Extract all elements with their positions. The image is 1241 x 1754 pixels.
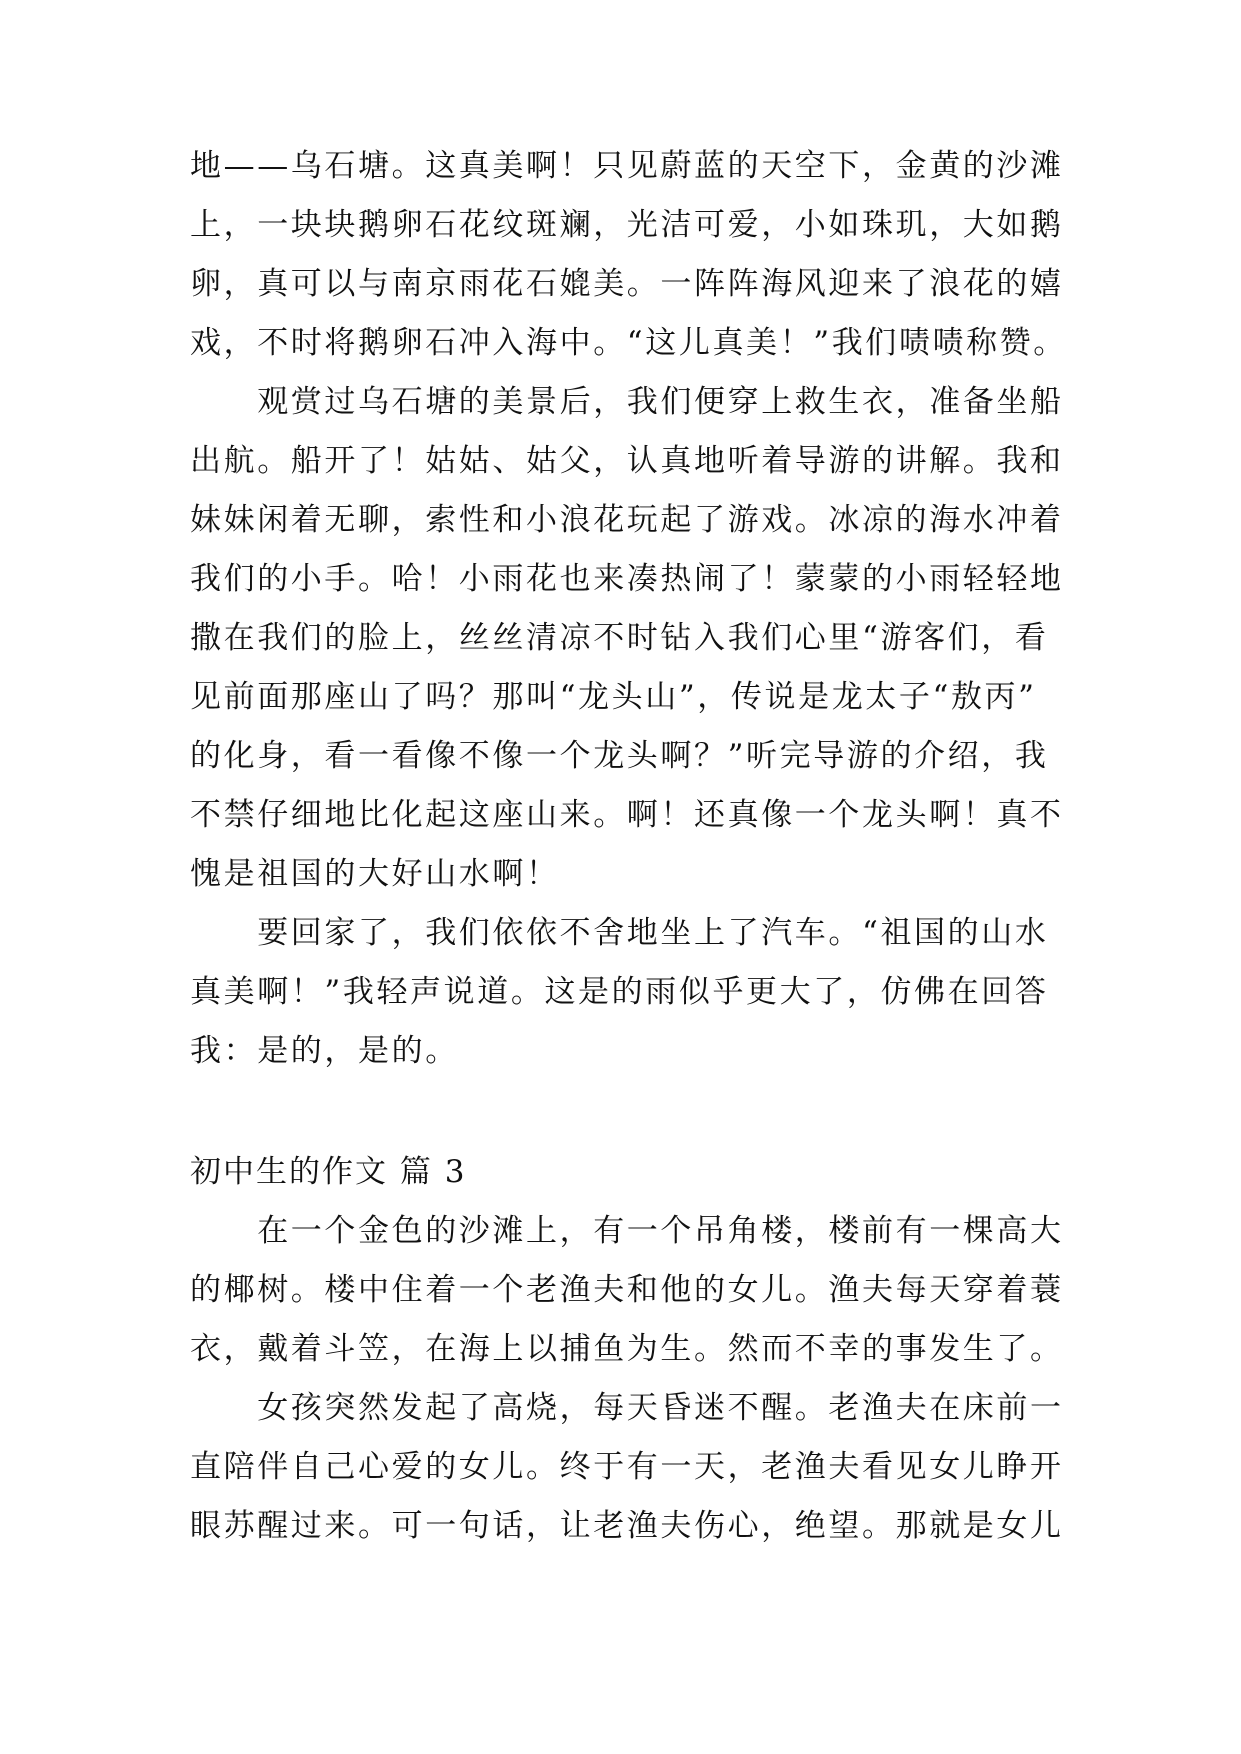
text-line: 地——乌石塘。这真美啊！只见蔚蓝的天空下，金黄的沙滩: [190, 148, 1064, 184]
text-line: 妹妹闲着无聊，索性和小浪花玩起了游戏。冰凉的海水冲着: [190, 502, 1064, 538]
text-line: 眼苏醒过来。可一句话，让老渔夫伤心，绝望。那就是女儿: [190, 1508, 1064, 1544]
text-line: 直陪伴自己心爱的女儿。终于有一天，老渔夫看见女儿睁开: [190, 1449, 1064, 1485]
section-heading: 初中生的作文 篇 3: [190, 1154, 467, 1190]
text-line: 撒在我们的脸上，丝丝清凉不时钻入我们心里“游客们，看: [190, 620, 1049, 656]
paragraph-fisherman: [190, 1202, 1090, 1379]
text-line: 真美啊！”我轻声说道。这是的雨似乎更大了，仿佛在回答: [190, 974, 1049, 1010]
paragraph-wushitang: [190, 137, 1090, 373]
text-line: 要回家了，我们依依不舍地坐上了汽车。“祖国的山水: [190, 915, 1049, 951]
text-line: 观赏过乌石塘的美景后，我们便穿上救生衣，准备坐船: [190, 384, 1064, 420]
text-line: 女孩突然发起了高烧，每天昏迷不醒。老渔夫在床前一: [190, 1390, 1064, 1426]
text-line: 出航。船开了！姑姑、姑父，认真地听着导游的讲解。我和: [190, 443, 1064, 479]
text-line: 卵，真可以与南京雨花石媲美。一阵阵海风迎来了浪花的嬉: [190, 266, 1064, 302]
text-line: 见前面那座山了吗？那叫“龙头山”，传说是龙太子“敖丙”: [190, 679, 1037, 715]
text-line: 愧是祖国的大好山水啊！: [190, 856, 560, 892]
text-line: 戏，不时将鹅卵石冲入海中。“这儿真美！”我们啧啧称赞。: [190, 325, 1067, 361]
paragraph-going-home: [190, 904, 1090, 1081]
paragraph-boat-trip: [190, 373, 1090, 904]
text-line: 在一个金色的沙滩上，有一个吊角楼，楼前有一棵高大: [190, 1213, 1064, 1249]
text-line: 我：是的，是的。: [190, 1033, 459, 1069]
text-line: 衣，戴着斗笠，在海上以捕鱼为生。然而不幸的事发生了。: [190, 1331, 1064, 1367]
text-line: 我们的小手。哈！小雨花也来凑热闹了！蒙蒙的小雨轻轻地: [190, 561, 1064, 597]
paragraph-daughter-ill: [190, 1379, 1090, 1556]
text-line: 不禁仔细地比化起这座山来。啊！还真像一个龙头啊！真不: [190, 797, 1064, 833]
text-line: 的椰树。楼中住着一个老渔夫和他的女儿。渔夫每天穿着蓑: [190, 1272, 1064, 1308]
text-line: 的化身，看一看像不像一个龙头啊？”听完导游的介绍，我: [190, 738, 1049, 774]
text-line: 上，一块块鹅卵石花纹斑斓，光洁可爱，小如珠玑，大如鹅: [190, 207, 1064, 243]
